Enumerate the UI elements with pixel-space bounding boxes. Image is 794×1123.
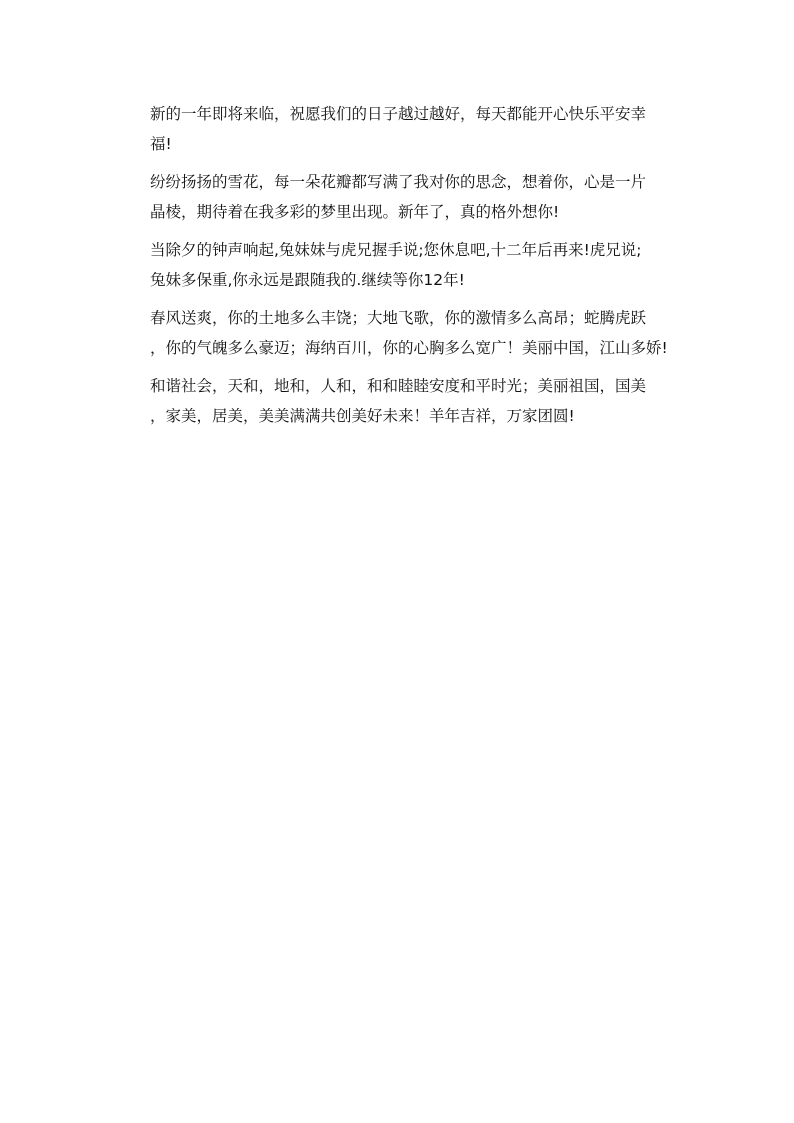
paragraph-line: 晶棱，期待着在我多彩的梦里出现。新年了，真的格外想你! (150, 203, 560, 221)
paragraph-harmonious-society (118, 371, 674, 431)
paragraph-line: 新的一年即将来临，祝愿我们的日子越过越好，每天都能开心快乐平安幸 (150, 105, 647, 123)
paragraph-line: 春风送爽，你的土地多么丰饶；大地飞歌，你的激情多么高昂；蛇腾虎跃 (150, 309, 647, 327)
paragraph-beautiful-china (118, 303, 674, 363)
paragraph-line: 纷纷扬扬的雪花，每一朵花瓣都写满了我对你的思念，想着你，心是一片 (150, 173, 647, 191)
paragraph-new-year-wish (118, 99, 674, 159)
paragraph-new-year-eve (118, 235, 674, 295)
paragraph-line: 福! (150, 135, 172, 153)
paragraph-line: 和谐社会，天和，地和，人和，和和睦睦安度和平时光；美丽祖国，国美 (150, 377, 647, 395)
paragraph-line: ，你的气魄多么豪迈；海纳百川，你的心胸多么宽广！美丽中国，江山多娇! (150, 339, 668, 357)
paragraph-line: ，家美，居美，美美满满共创美好未来！羊年吉祥，万家团圆! (150, 407, 575, 425)
document-body (118, 99, 674, 439)
paragraph-snowflake (118, 167, 674, 227)
paragraph-line: 兔妹多保重,你永远是跟随我的.继续等你12年! (150, 271, 465, 289)
paragraph-line: 当除夕的钟声响起,兔妹妹与虎兄握手说;您休息吧,十二年后再来!虎兄说; (150, 241, 642, 259)
